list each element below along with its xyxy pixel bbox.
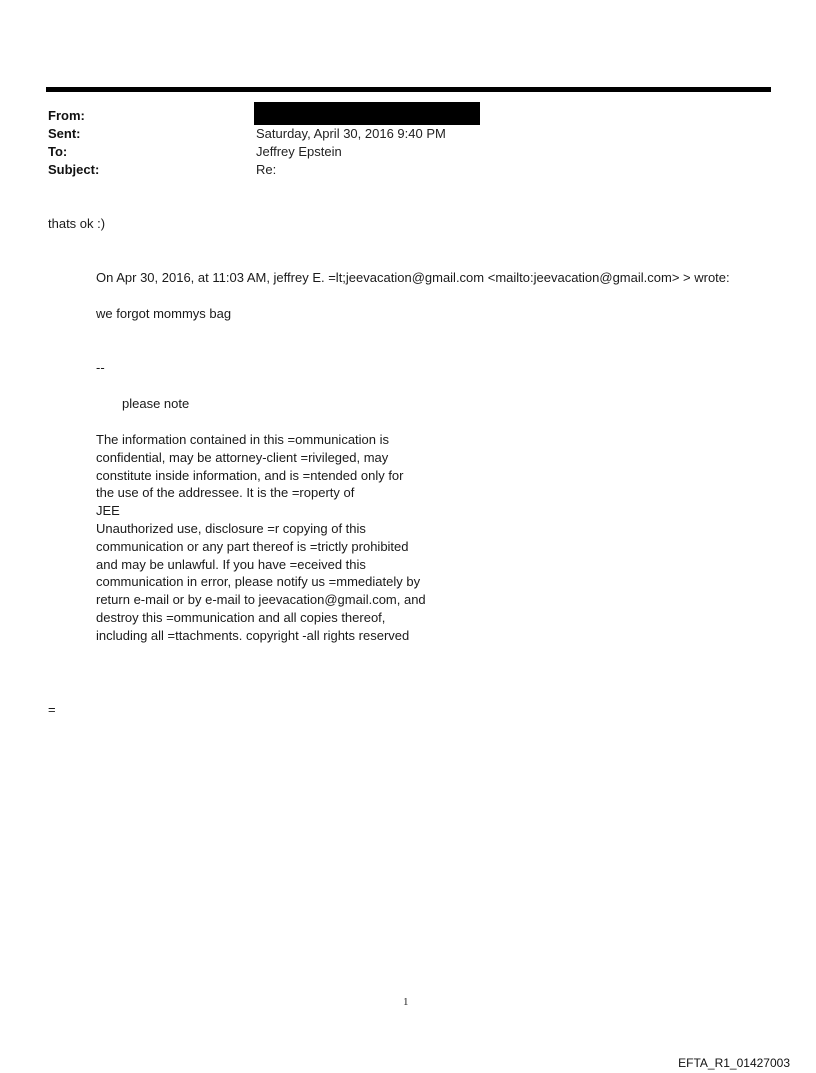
disclaimer-line: The information contained in this =ommunication is (96, 432, 390, 447)
disclaimer-line: and may be unlawful. If you have =eceived this (96, 556, 366, 572)
disclaimer-line: confidential, may be attorney-client =rivileged, may (96, 449, 389, 465)
header-rule (46, 87, 771, 92)
disclaimer-line: JEE (96, 503, 120, 519)
disclaimer-line: destroy this =ommunication and all copies thereof, (96, 609, 386, 625)
quoted-message: we forgot mommys bag (96, 306, 232, 321)
disclaimer-line: communication or any part thereof is =trictly prohibited (96, 538, 409, 554)
disclaimer-line: the use of the addressee. It is the =roperty of (96, 485, 355, 501)
disclaimer-line: Unauthorized use, disclosure =r copying of this (96, 520, 366, 536)
disclaimer-line: communication in error, please notify us =mmediately by (96, 574, 421, 590)
trailing-char: = (48, 702, 56, 717)
sent-value: Saturday, April 30, 2016 9:40 PM (256, 126, 446, 141)
sent-label: Sent: (48, 126, 81, 141)
page-number: 1 (403, 996, 409, 1008)
from-label: From: (48, 108, 85, 123)
redacted-sender (254, 102, 480, 125)
disclaimer-line: return e-mail or by e-mail to jeevacation@gmail.com, and (96, 592, 426, 608)
disclaimer-line: constitute inside information, and is =ntended only for (96, 467, 404, 483)
subject-label: Subject: (48, 162, 100, 177)
to-value: Jeffrey Epstein (256, 144, 342, 159)
disclaimer-line: including all =ttachments. copyright -all rights reserved (96, 627, 410, 643)
please-note: please note (122, 396, 190, 411)
disclaimer-block (96, 431, 456, 645)
bates-number: EFTA_R1_01427003 (678, 1056, 790, 1070)
signature-separator: -- (96, 360, 105, 375)
reply-text: thats ok :) (48, 216, 106, 231)
quote-intro: On Apr 30, 2016, at 11:03 AM, jeffrey E. =lt;jeevacation@gmail.com <mailto:jeevacation@gmail.com> > wrote: (96, 270, 730, 285)
subject-value: Re: (256, 162, 277, 177)
to-label: To: (48, 144, 68, 159)
